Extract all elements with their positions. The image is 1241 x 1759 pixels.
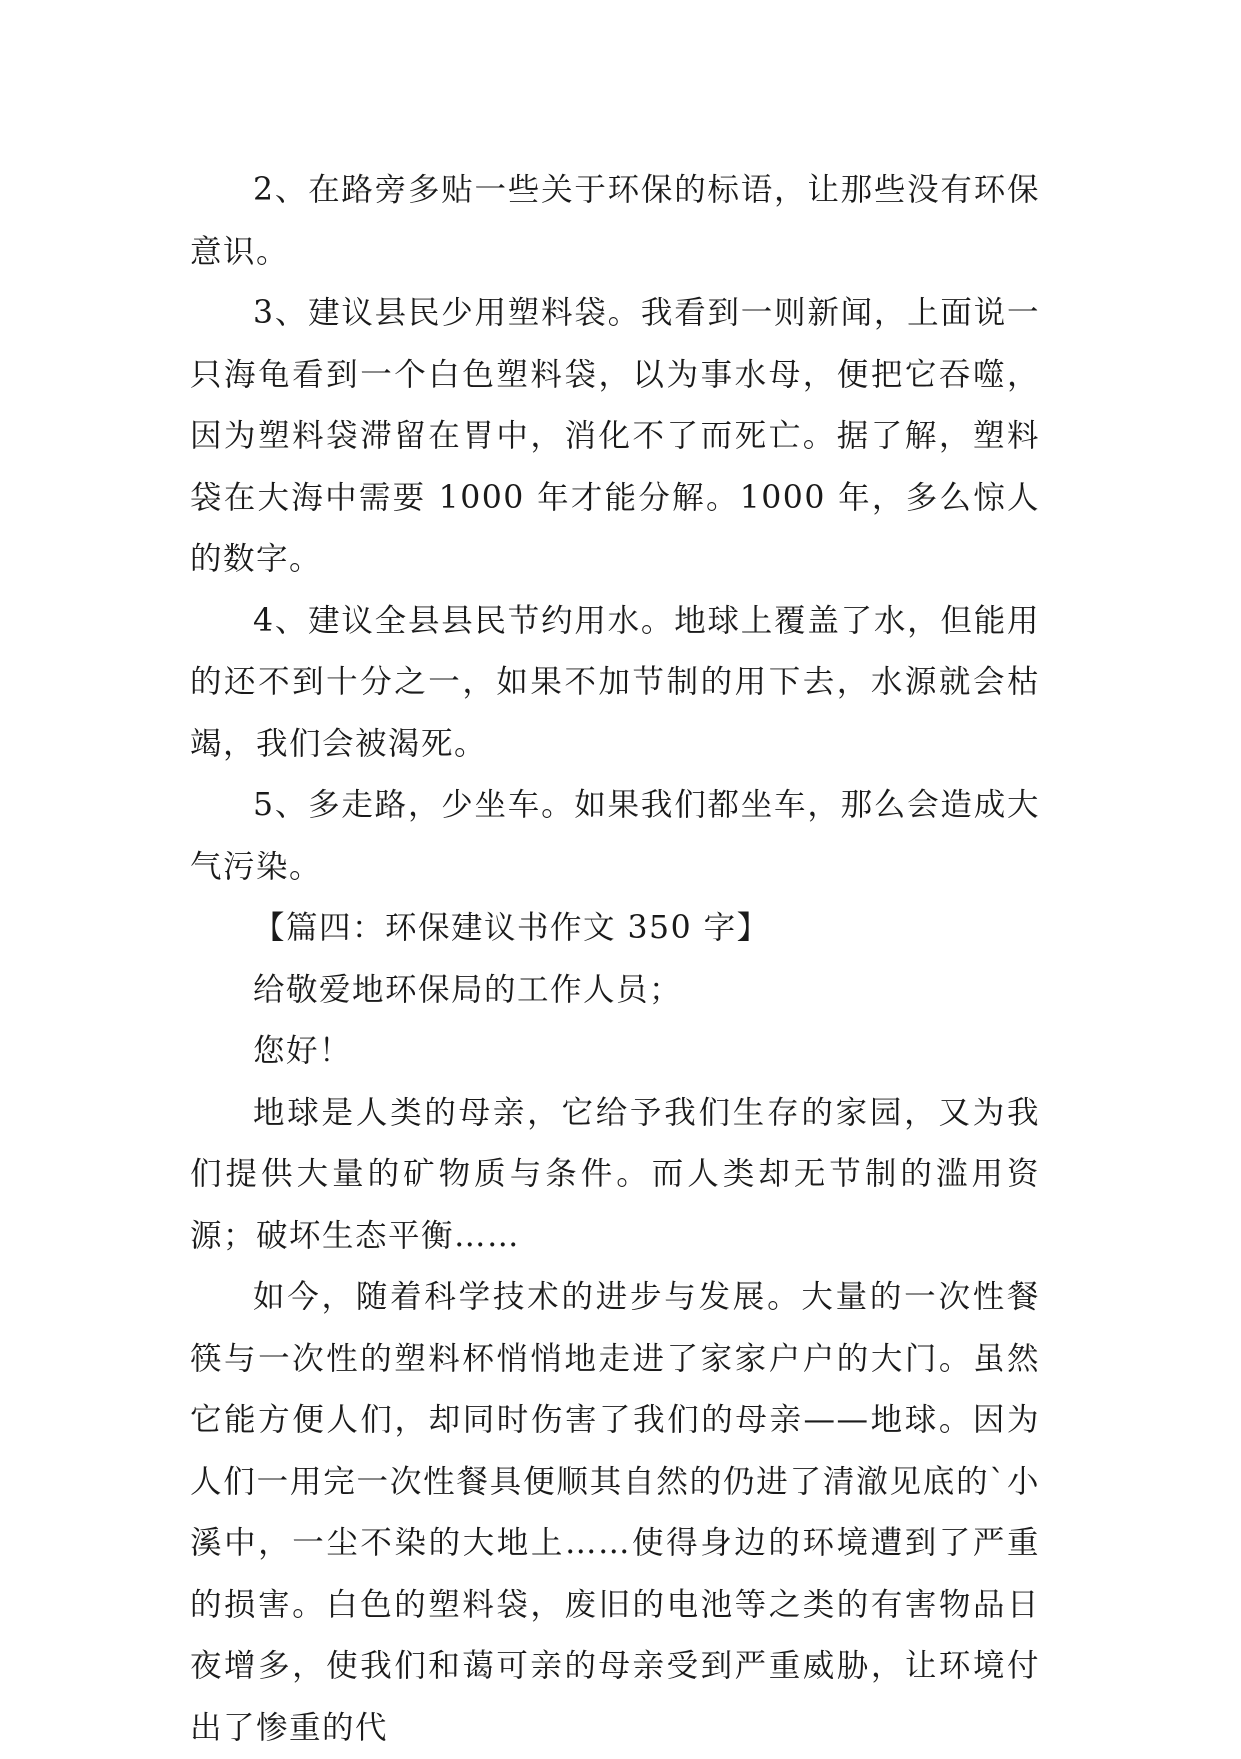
section-heading: 【篇四：环保建议书作文 350 字】 [253, 910, 770, 946]
letter-greeting: 您好！ [253, 1033, 353, 1069]
paragraph-suggestion-5: 5、多走路，少坐车。如果我们都坐车，那么会造成大气污染。 [190, 787, 1040, 885]
letter-salutation: 给敬爱地环保局的工作人员； [253, 971, 683, 1008]
paragraph-suggestion-3: 3、建议县民少用塑料袋。我看到一则新闻，上面说一只海龟看到一个白色塑料袋，以为事水母，便把它吞噬，因为塑料袋滞留在胃中，消化不了而死亡。据了解，塑料袋在大海中需要 1000 年才能分解。1000 年，多么惊人的数字。 [190, 295, 1040, 577]
document-body [190, 160, 1040, 1759]
paragraph-body-1: 地球是人类的母亲，它给予我们生存的家园，又为我们提供大量的矿物质与条件。而人类却无节制的滥用资源；破坏生态平衡…… [190, 1094, 1040, 1254]
paragraph-body-2: 如今，随着科学技术的进步与发展。大量的一次性餐筷与一次性的塑料杯悄悄地走进了家家户户的大门。虽然它能方便人们，却同时伤害了我们的母亲——地球。因为人们一用完一次性餐具便顺其自然的仍进了清澈见底的`小溪中，一尘不染的大地上……使得身边的环境遭到了严重的损害。白色的塑料袋，废旧的电池等之类的有害物品日夜增多，使我们和蔼可亲的母亲受到严重威胁，让环境付出了惨重的代 [190, 1279, 1040, 1746]
paragraph-suggestion-2: 2、在路旁多贴一些关于环保的标语，让那些没有环保意识。 [190, 172, 1040, 270]
paragraph-suggestion-4: 4、建议全县县民节约用水。地球上覆盖了水，但能用的还不到十分之一，如果不加节制的用下去，水源就会枯竭，我们会被渴死。 [190, 602, 1040, 762]
